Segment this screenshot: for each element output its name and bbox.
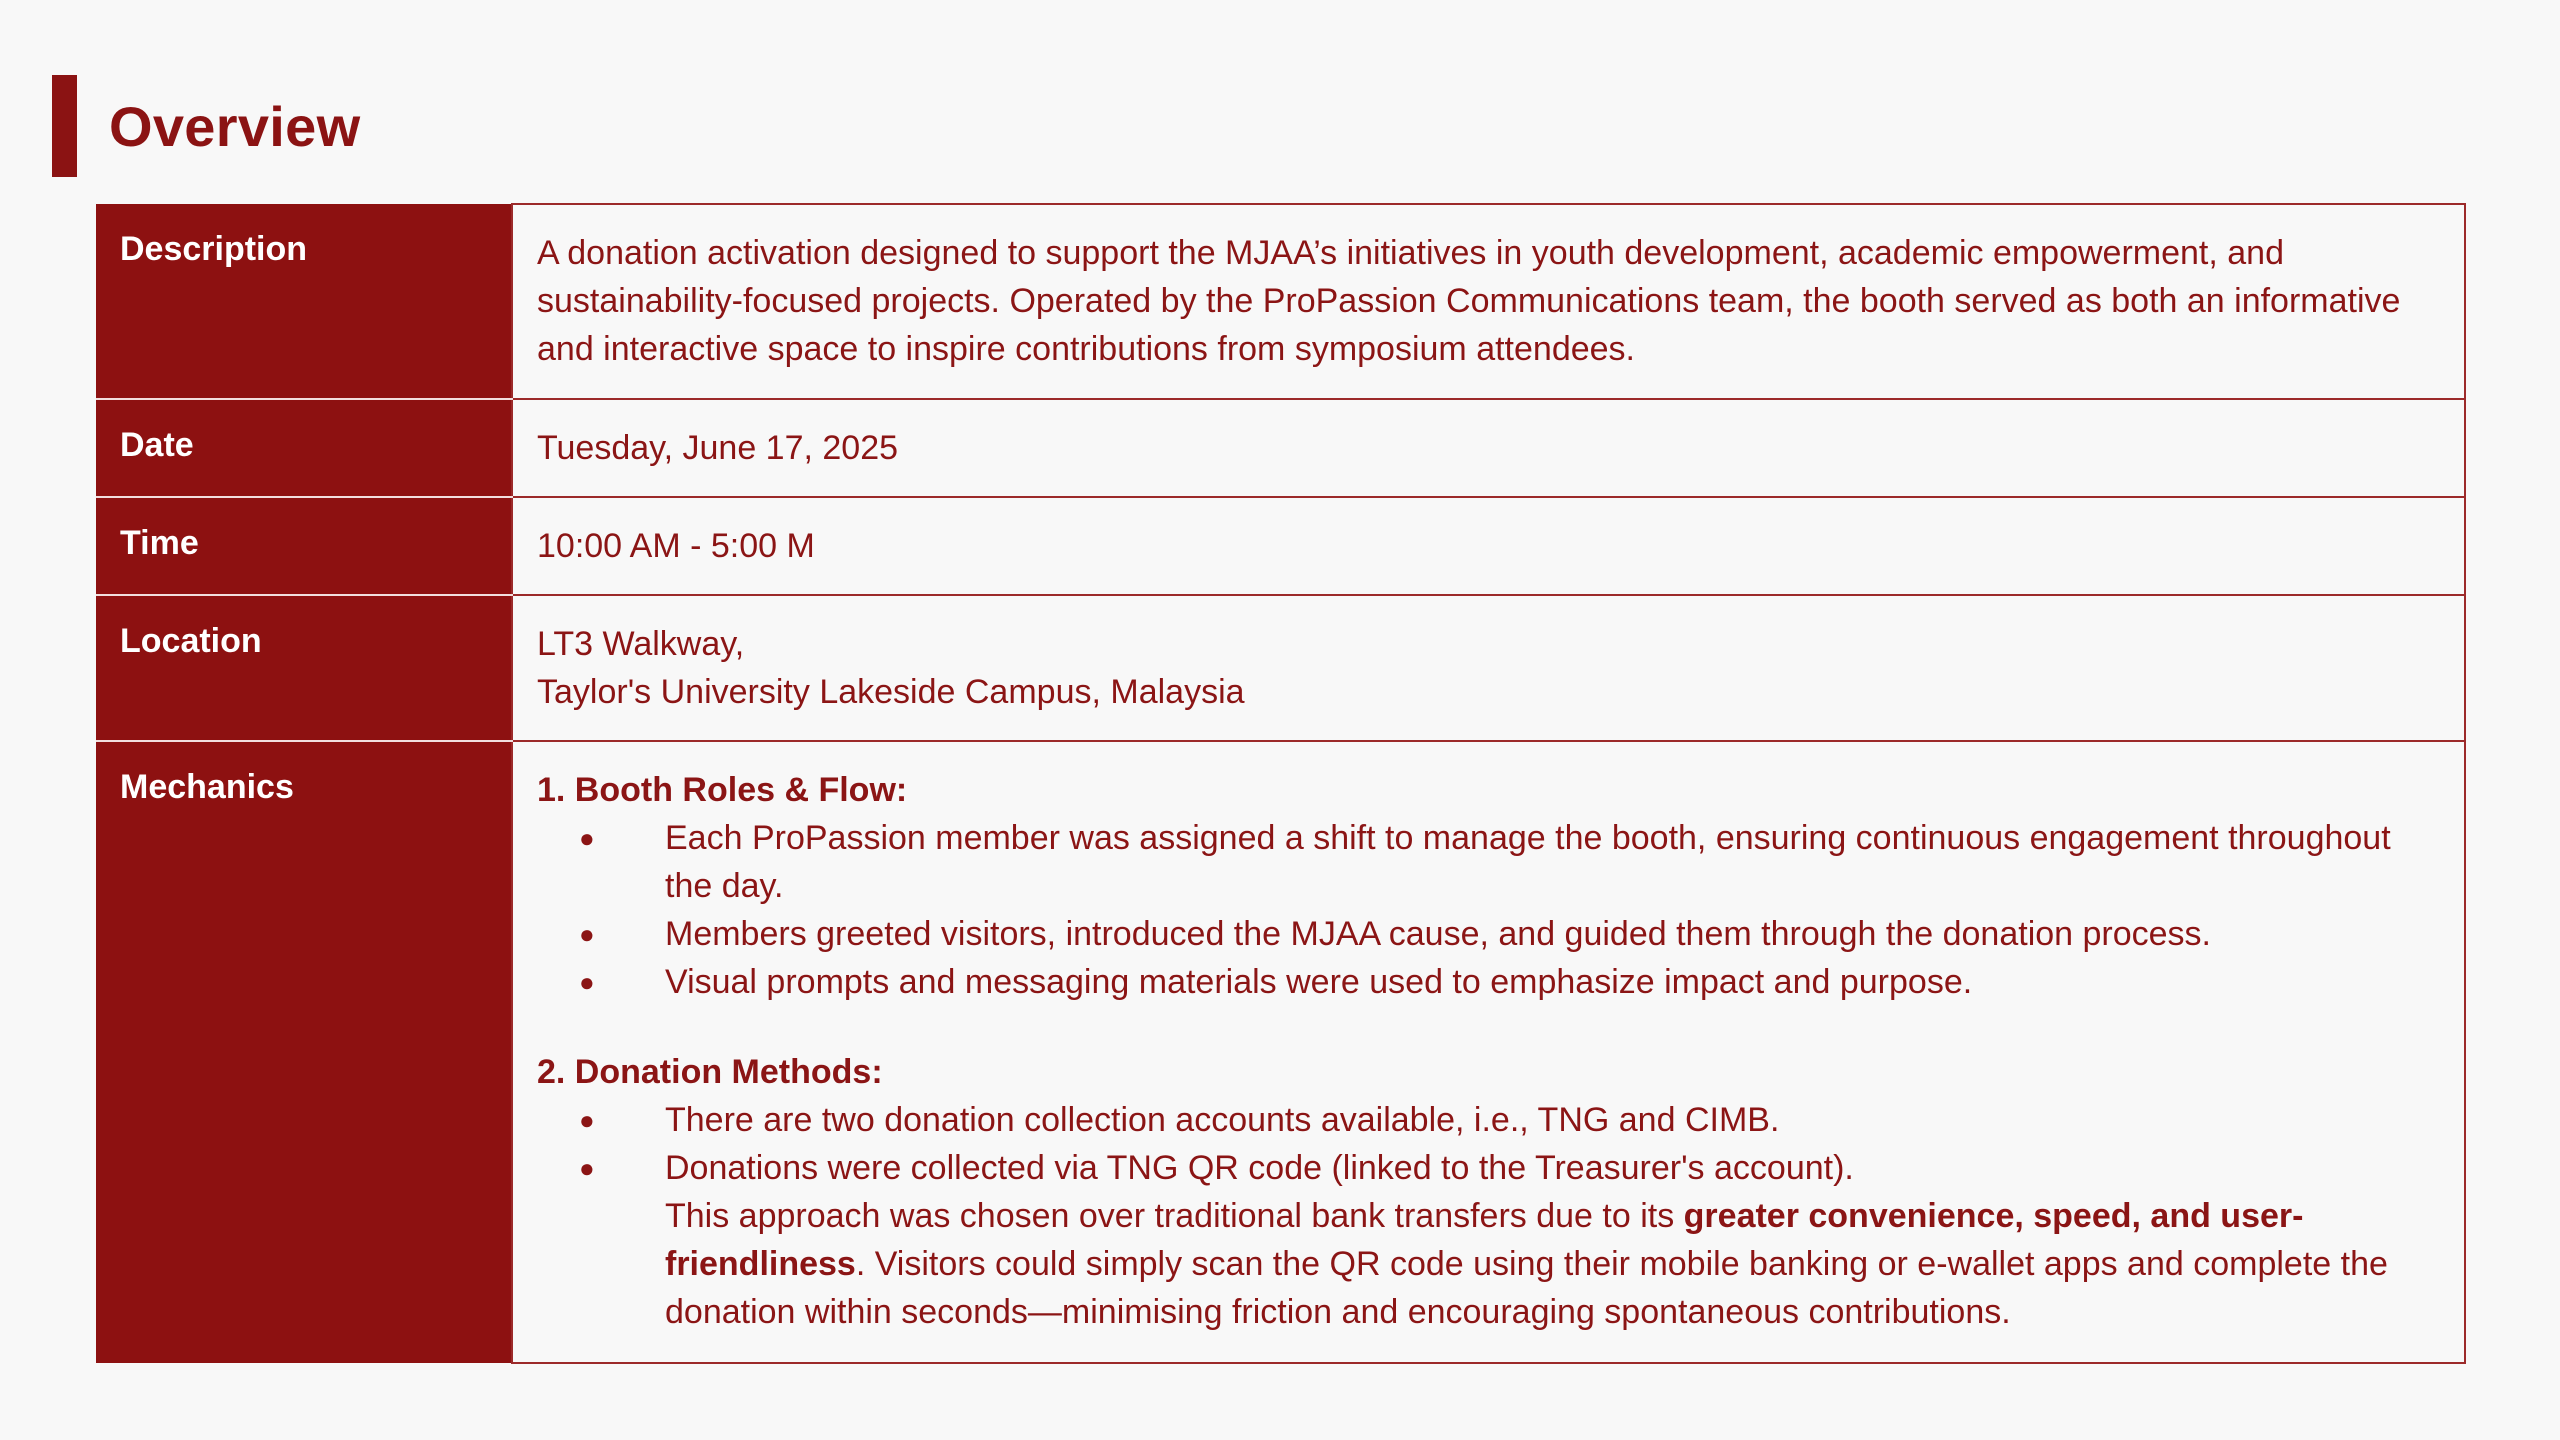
table-row-description	[96, 204, 2465, 399]
bullet-dot-icon: ●	[579, 967, 595, 997]
row-value-description: A donation activation designed to support the MJAA’s initiatives in youth development, academic empowerment, and sustainability-focused projects. Operated by the ProPassion Communications team, the booth served as both an informative and interactive space to inspire contributions from symposium attendees.	[512, 204, 2465, 399]
bullet-dot-icon: ●	[579, 1105, 595, 1135]
bullet-dot-icon: ●	[579, 1153, 595, 1183]
table-row-location	[96, 595, 2465, 741]
page-title: Overview	[109, 94, 361, 158]
list-item	[537, 1096, 2440, 1144]
donation-methods-list	[537, 1096, 2440, 1192]
overview-table	[96, 203, 2466, 1364]
row-value-location	[512, 595, 2465, 741]
list-item-text: Each ProPassion member was assigned a shift to manage the booth, ensuring continuous engagement throughout the day.	[665, 819, 2391, 905]
row-label-location: Location	[96, 595, 512, 741]
table-row-mechanics	[96, 741, 2465, 1363]
list-item-text: Members greeted visitors, introduced the MJAA cause, and guided them through the donation process.	[665, 915, 2212, 953]
location-line-2: Taylor's University Lakeside Campus, Malaysia	[537, 673, 1245, 711]
section-heading-donation-methods: 2. Donation Methods:	[537, 1053, 883, 1091]
location-line-1: LT3 Walkway,	[537, 625, 745, 663]
row-value-date: Tuesday, June 17, 2025	[512, 399, 2465, 497]
donation-rationale-paragraph	[537, 1192, 2440, 1336]
row-label-date: Date	[96, 399, 512, 497]
section-heading-booth-roles: 1. Booth Roles & Flow:	[537, 771, 908, 809]
row-value-mechanics	[512, 741, 2465, 1363]
list-item-text: There are two donation collection accounts available, i.e., TNG and CIMB.	[665, 1101, 1780, 1139]
page-header	[52, 75, 360, 177]
list-item	[537, 814, 2440, 910]
list-item	[537, 910, 2440, 958]
booth-roles-list	[537, 814, 2440, 1006]
title-accent-bar	[52, 75, 77, 177]
rationale-text-emphasis: greater convenience, speed, and user-friendliness	[665, 1197, 2304, 1283]
bullet-dot-icon: ●	[579, 919, 595, 949]
bullet-dot-icon: ●	[579, 823, 595, 853]
list-item-text: Visual prompts and messaging materials were used to emphasize impact and purpose.	[665, 963, 1973, 1001]
table-row-time	[96, 497, 2465, 595]
row-label-time: Time	[96, 497, 512, 595]
list-item	[537, 958, 2440, 1006]
row-value-time: 10:00 AM - 5:00 M	[512, 497, 2465, 595]
rationale-text-start: This approach was chosen over traditional bank transfers due to its	[665, 1197, 1684, 1235]
list-item	[537, 1144, 2440, 1192]
rationale-text-end: . Visitors could simply scan the QR code using their mobile banking or e-wallet apps and complete the donation within seconds—minimising friction and encouraging spontaneous contributions.	[665, 1245, 2388, 1331]
section-spacer	[537, 1006, 2440, 1048]
row-label-description: Description	[96, 204, 512, 399]
list-item-text: Donations were collected via TNG QR code (linked to the Treasurer's account).	[665, 1149, 1854, 1187]
table-row-date	[96, 399, 2465, 497]
row-label-mechanics: Mechanics	[96, 741, 512, 1363]
